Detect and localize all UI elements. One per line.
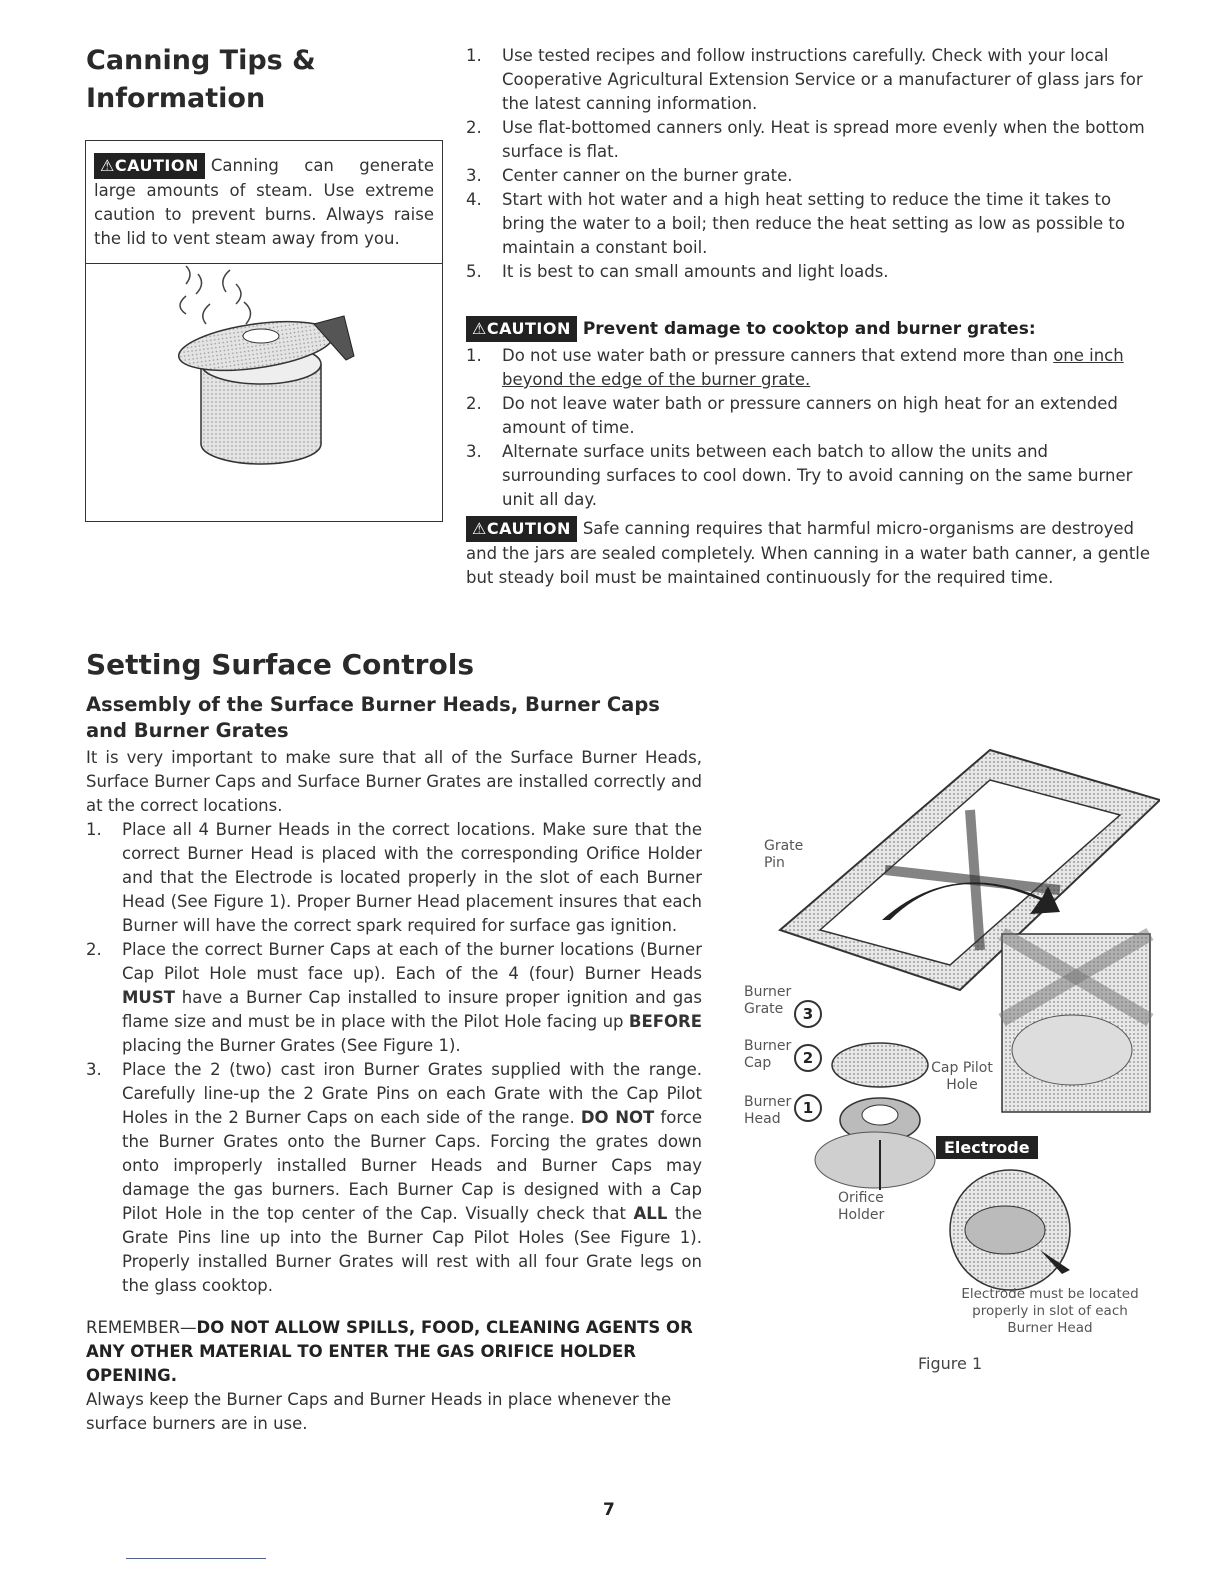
list-item: 1. Do not use water bath or pressure canners that extend more than one inch beyond the edge of the burner grate. [466, 346, 1124, 389]
orifice-holder-icon [815, 1132, 935, 1188]
caution-safe-text: Safe canning requires that harmful micro-organisms are destroyed and the jars are sealed completely. When canning in a water bath canner, a gentle but steady boil must be maintained continuously for the required time. [466, 519, 1151, 587]
number-1-icon: 1 [794, 1094, 822, 1122]
list-item: 1. Use tested recipes and follow instructions carefully. Check with your local Cooperative Agricultural Extension Service or a manufacturer of glass jars for the latest canning information. [466, 46, 1143, 113]
caution-grates [466, 316, 1152, 512]
list-item: 2. Place the correct Burner Caps at each of the burner locations (Burner Cap Pilot Hole must face up). Each of the 4 (four) Burner Heads MUST have a Burner Cap installed to insure proper ignition and gas flame size and must be in place with the Pilot Hole facing up BEFORE placing the Burner Grates (See Figure 1). [86, 940, 702, 1055]
list-item: 1. Place all 4 Burner Heads in the correct locations. Make sure that the correct Burner Head is placed with the corresponding Orifice Holder and that the Electrode is located properly in the slot of each Burner Head (See Figure 1). Proper Burner Head placement insures that each Burner will have the correct spark required for surface gas ignition. [86, 820, 702, 935]
footer-rule [126, 1558, 266, 1559]
caution-grates-title: Prevent damage to cooktop and burner grates: [582, 319, 1036, 339]
caution-badge: ⚠CAUTION [466, 516, 577, 542]
list-item: 5. It is best to can small amounts and light loads. [466, 262, 889, 281]
caution-grates-heading [466, 316, 1152, 342]
canning-title-line1: Canning Tips & [86, 45, 316, 76]
caution-box-body: Canning can generate large amounts of steam. Use extreme caution to prevent burns. Always raise the lid to vent steam away from you. [94, 156, 434, 248]
surface-subtitle [86, 692, 726, 744]
caution-badge: ⚠CAUTION [466, 316, 577, 342]
surface-title: Setting Surface Controls [86, 648, 474, 681]
caution-grates-list [466, 344, 1152, 512]
surface-intro: It is very important to make sure that all of the Surface Burner Heads, Surface Burner Caps and Surface Burner Grates are installed correctly and at the correct locations. [86, 748, 702, 815]
figure-1 [740, 720, 1160, 1380]
remember-note: REMEMBER—DO NOT ALLOW SPILLS, FOOD, CLEANING AGENTS OR ANY OTHER MATERIAL TO ENTER THE GAS ORIFICE HOLDER OPENING. Always keep the Burner Caps and Burner Heads in place whenever the surface burners are in use. [86, 1318, 693, 1433]
canning-steps [466, 44, 1152, 284]
label-burner-cap: Burner Cap [744, 1038, 792, 1071]
list-item: 2. Do not leave water bath or pressure canners on high heat for an extended amount of time. [466, 394, 1118, 437]
page-number: 7 [603, 1500, 615, 1520]
number-2-icon: 2 [794, 1044, 822, 1072]
canning-title [86, 42, 426, 118]
number-3-icon: 3 [794, 1000, 822, 1028]
electrode-label: Electrode [936, 1136, 1038, 1159]
canning-steps-list [466, 44, 1152, 284]
surface-body [86, 746, 702, 1436]
caution-box [85, 140, 443, 522]
label-burner-head: Burner Head [744, 1094, 792, 1127]
label-orifice-holder: Orifice Holder [838, 1190, 885, 1223]
surface-subtitle-line1: Assembly of the Surface Burner Heads, Burner Caps [86, 693, 660, 716]
label-burner-grate: Burner Grate [744, 984, 792, 1017]
burner-cap-icon [832, 1043, 928, 1087]
steam-icon [180, 266, 251, 324]
caution-safe-canning [466, 516, 1152, 590]
list-item: 2. Use flat-bottomed canners only. Heat is spread more evenly when the bottom surface is flat. [466, 118, 1145, 161]
canning-pot-illustration [86, 264, 442, 522]
list-item: 3. Place the 2 (two) cast iron Burner Grates supplied with the range. Carefully line-up the 2 Grate Pins on each Grate with the Cap Pilot Holes in the 2 Burner Caps on each side of the range. DO NOT force the Burner Grates onto the Burner Caps. Forcing the grates down onto improperly installed Burner Heads and Burner Caps may damage the gas burners. Each Burner Cap is designed with a Cap Pilot Hole in the top center of the Cap. Visually check that ALL the Grate Pins line up into the Burner Cap Pilot Holes (See Figure 1). Properly installed Burner Grates will rest with all four Grate legs on the glass cooktop. [86, 1060, 703, 1295]
label-electrode-note: Electrode must be located properly in slot of each Burner Head [961, 1286, 1139, 1336]
caution-badge: ⚠CAUTION [94, 153, 205, 179]
caution-box-text [86, 141, 442, 264]
surface-subtitle-line2: and Burner Grates [86, 719, 289, 742]
list-item: 3. Alternate surface units between each batch to allow the units and surrounding surfaces to cool down. Try to avoid canning on the same burner unit all day. [466, 442, 1133, 509]
label-cap-pilot-hole: Cap Pilot Hole [931, 1060, 993, 1093]
figure-caption: Figure 1 [918, 1354, 983, 1373]
label-grate-pin: Grate Pin [764, 838, 804, 871]
canning-title-line2: Information [86, 83, 266, 114]
surface-steps-list [86, 818, 702, 1298]
list-item: 3. Center canner on the burner grate. [466, 166, 793, 185]
list-item: 4. Start with hot water and a high heat setting to reduce the time it takes to bring the water to a boil; then reduce the heat setting as low as possible to maintain a constant boil. [466, 190, 1125, 257]
